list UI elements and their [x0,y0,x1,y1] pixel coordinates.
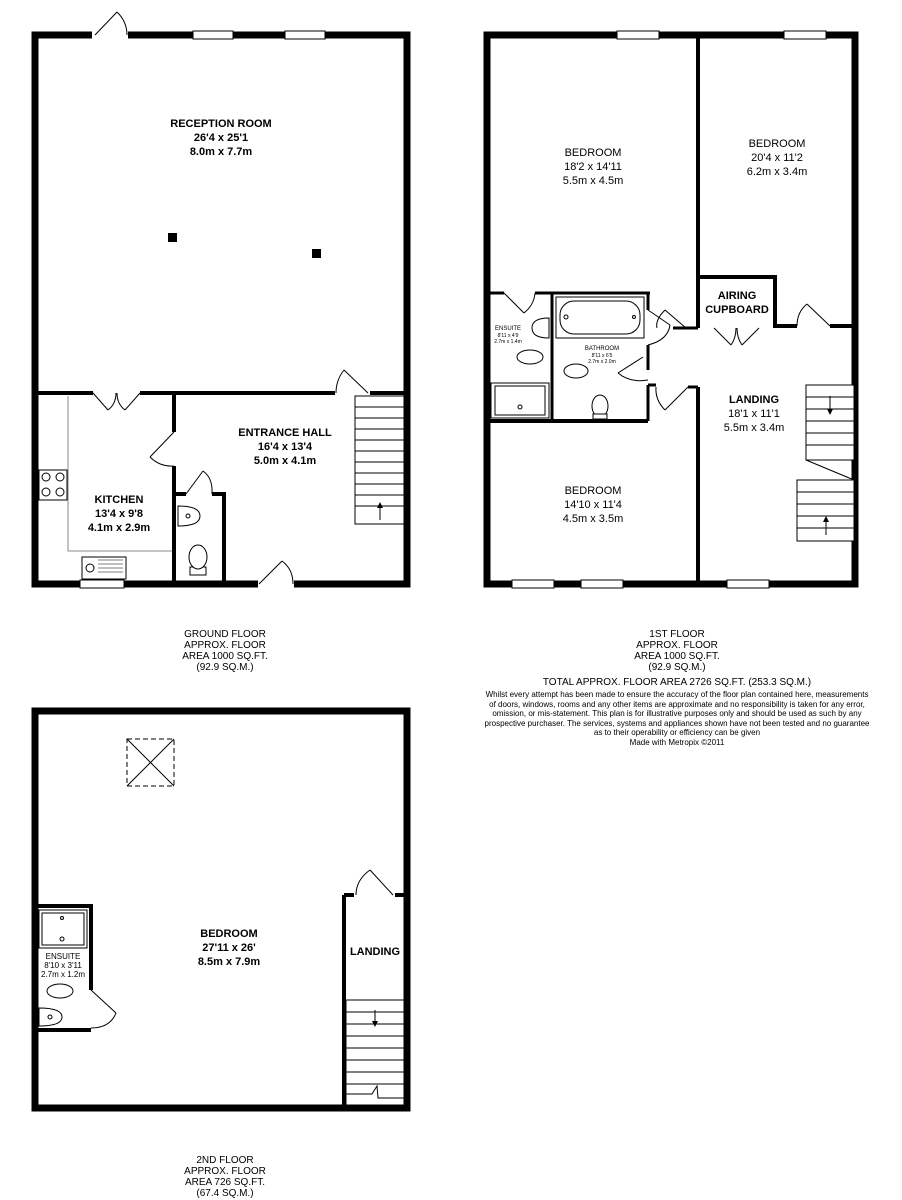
note-line: 1ST FLOOR [649,629,705,640]
bathroom-basin [564,364,588,378]
room-dimensions-metric: 5.5m x 4.5m [562,175,624,187]
column [168,233,177,242]
disclaimer-line: of doors, windows, rooms and any other items are approximate and no responsibility is taken for any error, [489,699,865,709]
room-dimensions-metric: 2.7m x 2.0m [588,359,616,365]
room-name: LANDING [728,394,780,406]
room-dimensions-imperial: 14'10 x 11'4 [564,499,622,511]
disclaimer-line: prospective purchaser. The services, systems and appliances shown have not been tested and no guarantee [484,718,870,728]
room-dimensions-imperial: 26'4 x 25'1 [193,132,249,144]
airing-cupboard-wall [698,277,775,328]
disclaimer-line: omission, or mis-statement. This plan is for illustrative purposes only and should be used as such by any [492,709,862,718]
note-line: APPROX. FLOOR [184,640,266,651]
disclaimer-line: Made with Metropix ©2011 [629,737,725,747]
room-dimensions-imperial: 18'2 x 14'11 [564,161,622,173]
room-dimensions-metric: 5.0m x 4.1m [253,455,317,467]
note-line: (67.4 SQ.M.) [196,1188,254,1199]
ensuite-toilet [47,984,73,998]
room-dimensions-metric: 2.7m x 1.4m [494,339,522,345]
note-line: (92.9 SQ.M.) [648,662,706,673]
ensuite-shower [39,910,87,948]
room-dimensions-imperial: 16'4 x 13'4 [257,441,313,453]
room-dimensions-metric: 4.5m x 3.5m [562,513,624,525]
ground-floor-plan [35,12,407,588]
disclaimer-line: as to their operability or efficiency can be given [593,728,761,737]
disclaimer [462,690,892,747]
first-floor-area-note [602,629,752,673]
room-name: RECEPTION ROOM [170,118,272,130]
disclaimer-line: Whilst every attempt has been made to ensure the accuracy of the floor plan contained here, measurements [485,690,869,699]
room-dimensions-imperial: 8'11 x 6'5 [591,353,613,359]
window [285,31,325,39]
ensuite-toilet [517,350,543,364]
window [617,31,659,39]
wc-wall [212,494,224,584]
note-line: APPROX. FLOOR [636,640,718,651]
room-dimensions-imperial: 27'11 x 26' [202,942,256,954]
column [312,249,321,258]
window [727,580,769,588]
note-line: AREA 1000 SQ.FT. [634,651,720,662]
window [512,580,554,588]
first-floor-plan [487,31,855,588]
second-floor-area-note [150,1155,300,1199]
room-dimensions-metric: 6.2m x 3.4m [746,166,808,178]
room-name: KITCHEN [94,494,144,506]
room-dimensions-metric: 8.0m x 7.7m [189,146,253,158]
room-dimensions-imperial: 8'11 x 4'9 [497,333,519,339]
room-dimensions-metric: 8.5m x 7.9m [197,956,261,968]
note-line: APPROX. FLOOR [184,1166,266,1177]
note-line: 2ND FLOOR [196,1155,254,1166]
room-name: BEDROOM [564,485,622,497]
room-name: ENSUITE [45,952,81,961]
room-name: BEDROOM [748,138,806,150]
second-floor-plan [35,711,407,1108]
window [581,580,623,588]
room-dimensions-imperial: 18'1 x 11'1 [728,408,780,420]
note-line: AREA 1000 SQ.FT. [182,651,268,662]
window [784,31,826,39]
wc-toilet [189,545,207,569]
room-name: ENSUITE [494,326,522,332]
ground-floor-area-note [150,629,300,673]
ensuite-basin [39,1008,62,1026]
room-dimensions-metric: 4.1m x 2.9m [87,522,151,534]
total-area-note [492,677,862,688]
room-name: BEDROOM [564,147,622,159]
window [193,31,233,39]
shower [491,383,549,418]
room-dimensions-imperial: 8'10 x 3'11 [44,961,82,970]
room-dimensions-imperial: 20'4 x 11'2 [751,152,803,164]
room-dimensions-metric: 5.5m x 3.4m [723,422,785,434]
window [80,580,124,588]
wc-basin [178,506,200,526]
room-dimensions-metric: 2.7m x 1.2m [40,970,86,979]
room-name: BEDROOM [200,928,258,940]
room-name: LANDING [349,946,401,958]
ensuite-basin [532,318,549,338]
room-name: CUPBOARD [705,304,769,316]
room-name: AIRING [717,290,757,302]
room-name: BATHROOM [584,346,620,352]
total-area: TOTAL APPROX. FLOOR AREA 2726 SQ.FT. (253.3 SQ.M.) [542,677,812,688]
note-line: (92.9 SQ.M.) [196,662,254,673]
note-line: GROUND FLOOR [184,629,266,640]
room-name: ENTRANCE HALL [238,427,332,439]
note-line: AREA 726 SQ.FT. [184,1177,266,1188]
room-dimensions-imperial: 13'4 x 9'8 [94,508,144,520]
